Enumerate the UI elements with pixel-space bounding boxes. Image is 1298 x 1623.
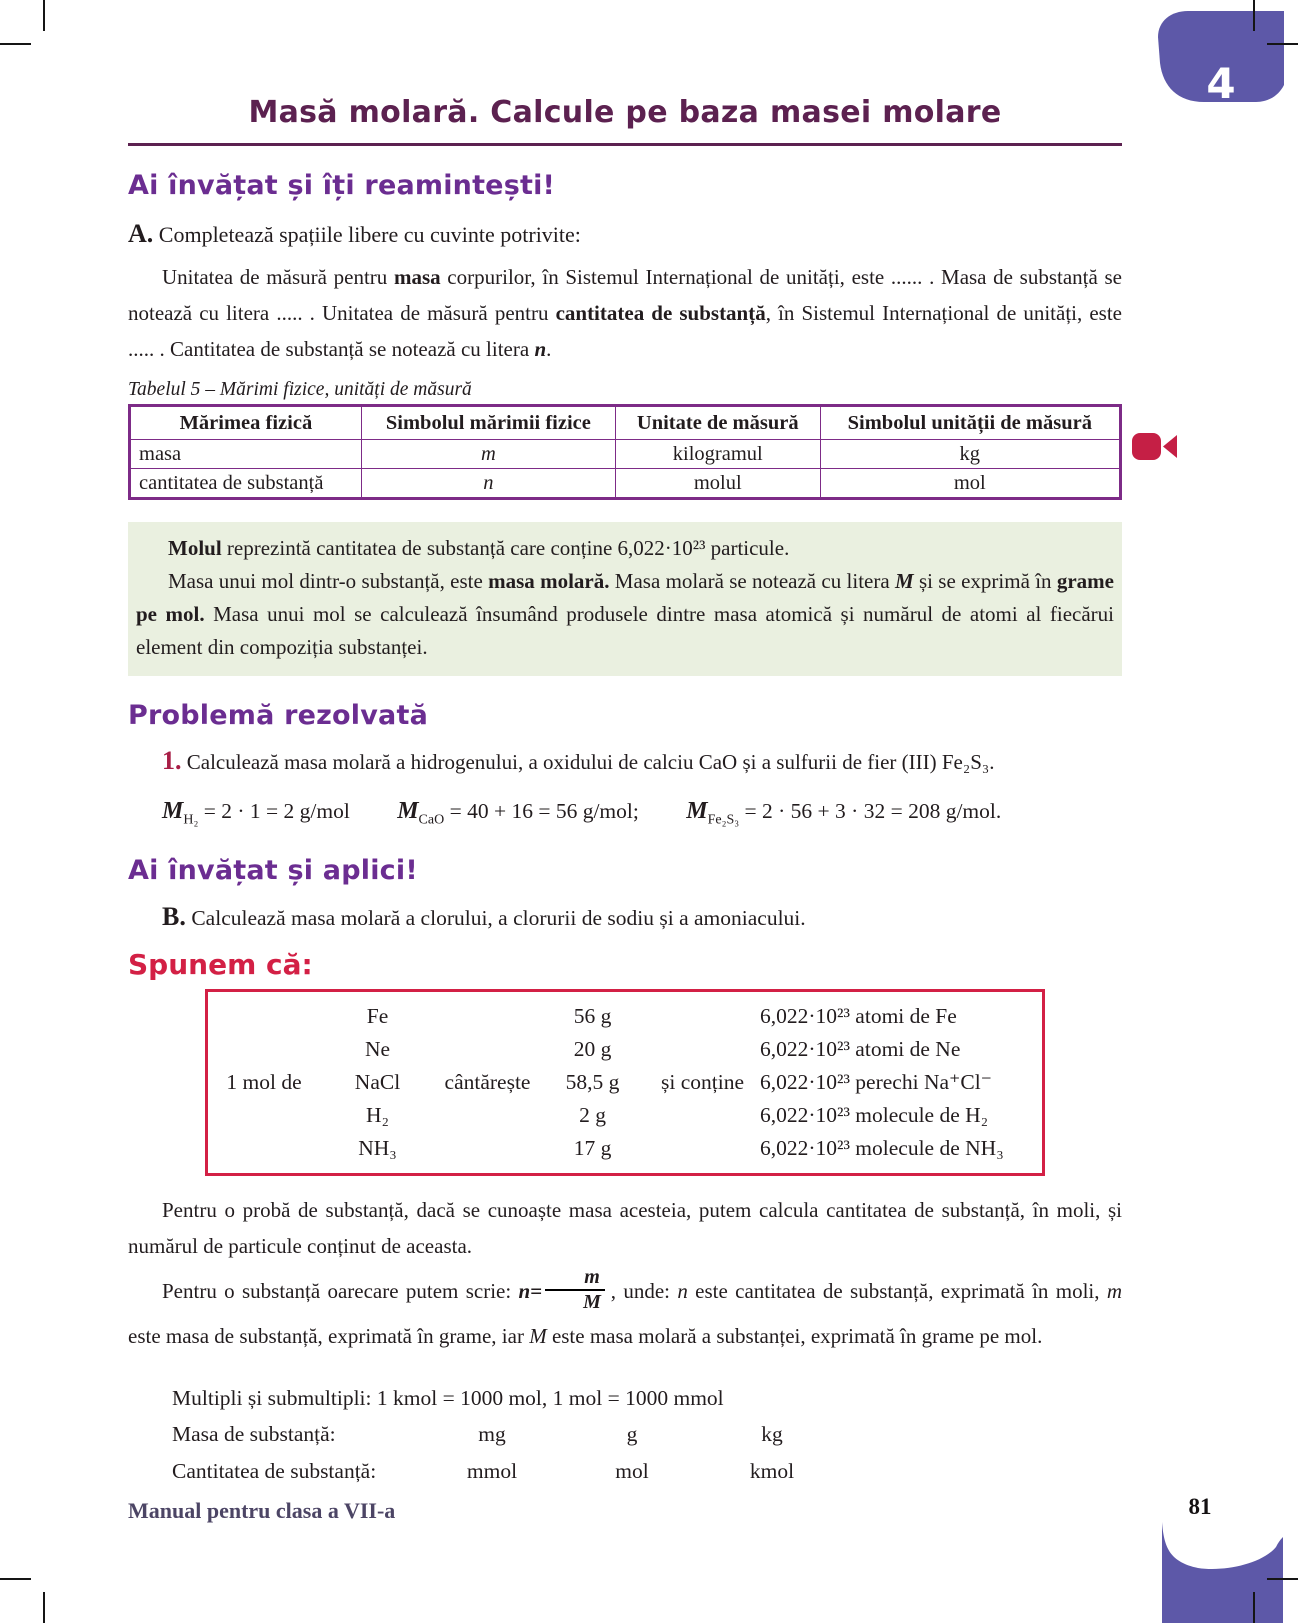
text-run-bold: cantitatea de substanță	[555, 301, 766, 325]
page-number: 81	[1188, 1494, 1212, 1519]
formula-symbol: n	[677, 1279, 688, 1304]
chapter-number: 4	[1206, 59, 1236, 108]
definition-box	[128, 522, 1122, 676]
substance-formula: Fe	[366, 1004, 389, 1029]
text-run-symbol: n	[534, 337, 547, 361]
table-cell: masa	[130, 440, 362, 469]
crop-mark-top-right-h	[1267, 43, 1298, 45]
particle-count: 6,022·10²³ molecule de NH₃	[760, 1136, 1004, 1161]
amount-units-label: Cantitatea de substanță:	[172, 1459, 377, 1484]
fraction-denominator: M	[583, 1291, 601, 1314]
crop-mark-bottom-right-h	[1267, 1578, 1298, 1580]
exercise-b-text: Calculează masa molară a clorului, a clorurii de sodiu și a amoniacului.	[191, 906, 806, 931]
text-run: este masa de substanță, exprimată în grame, iar	[128, 1324, 530, 1349]
unit-cell: g	[626, 1422, 638, 1447]
page-corner-shape	[1162, 1522, 1283, 1623]
text-run: corpurilor, în Sistemul Internațional de unități, este ...... . Masa de substanță se notează cu litera ..... . Unitatea de măsură pentru	[128, 265, 1123, 325]
substance-formula: H₂	[365, 1103, 390, 1128]
formula-subscript: CaO	[418, 812, 445, 828]
table-cell-symbol: m	[361, 440, 615, 469]
problem-1-number: 1.	[162, 746, 182, 775]
text-run-bold: masa molară.	[488, 569, 610, 593]
text-run: , unde:	[610, 1279, 678, 1304]
text-run: Masa unui mol se calculează însumând produsele dintre masa atomică și numărul de atomi al fiecărui element din compoziția substanței.	[136, 602, 1114, 659]
section-heading-remember: Ai învățat și îți reamintești!	[128, 170, 556, 201]
particle-count: 6,022·10²³ atomi de Fe	[760, 1004, 957, 1029]
problem-1-line	[128, 743, 1122, 780]
table-header-cell: Mărimea fizică	[130, 406, 362, 440]
substance-formula: NH₃	[358, 1136, 397, 1161]
chapter-tab	[1158, 11, 1284, 108]
table-header-cell: Unitate de măsură	[615, 406, 820, 440]
table-cell: mol	[820, 469, 1120, 499]
text-run: și se exprimă în	[913, 569, 1057, 593]
table-header-row	[130, 406, 1121, 440]
text-run-bold: Molul	[168, 536, 222, 560]
formula-subscript: H₂	[183, 812, 199, 828]
text-run: Unitatea de măsură pentru	[162, 265, 394, 289]
paragraph-sample: Pentru o probă de substanță, dacă se cunoaște masa acesteia, putem calcula cantitatea de substanță, în moli, și numărul de particule conținut de aceasta.	[128, 1198, 1122, 1259]
mass-units-label: Masa de substanță:	[172, 1422, 336, 1447]
formula-symbol: n	[518, 1279, 531, 1304]
text-run: Pentru o substanță oarecare putem scrie:	[162, 1279, 519, 1304]
verb-contains: și conține	[661, 1070, 744, 1095]
exercise-a-line	[128, 219, 1122, 249]
problem-1-text: Calculează masa molară a hidrogenului, a oxidului de calciu CaO și a sulfurii de fier (III) Fe₂S₃.	[186, 750, 995, 774]
text-run: , în Sistemul Internațional de unități, este ..... . Cantitatea de substanță se notează cu litera	[128, 301, 1122, 361]
table-row	[130, 440, 1121, 469]
substance-mass: 56 g	[573, 1004, 612, 1029]
table-header-cell: Simbolul mărimii fizice	[361, 406, 615, 440]
formula-expression: = 40 + 16 = 56 g/mol;	[444, 799, 639, 823]
exercise-b-line	[128, 902, 1122, 932]
text-run: Masa molară se notează cu litera	[609, 569, 895, 593]
table-cell: cantitatea de substanță	[130, 469, 362, 499]
crop-mark-bottom-left-v	[43, 1592, 45, 1623]
verb-weighs: cântărește	[444, 1070, 531, 1095]
formula-subscript: Fe₂S₃	[707, 812, 740, 828]
definition-paragraph-2	[136, 565, 1114, 664]
title-rule	[128, 143, 1122, 146]
exercise-a-text: Completează spațiile libere cu cuvinte potrivite:	[158, 222, 581, 247]
section-heading-solved-problem: Problemă rezolvată	[128, 700, 428, 731]
substance-mass: 58,5 g	[565, 1070, 620, 1095]
crop-mark-bottom-left-h	[0, 1578, 31, 1580]
substance-mass: 17 g	[573, 1136, 612, 1161]
formula-expression: = 2 · 1 = 2 g/mol	[198, 799, 350, 823]
particle-count: 6,022·10²³ perechi Na⁺Cl⁻	[760, 1070, 993, 1095]
molar-mass-formula	[686, 798, 1002, 828]
exercise-b-label: B.	[162, 902, 186, 932]
formula-line	[128, 794, 1122, 837]
formula-symbol: M	[397, 798, 419, 824]
text-run: reprezintă cantitatea de substanță care conține 6,022·10²³ particule.	[221, 536, 790, 560]
unit-cell: kg	[761, 1422, 783, 1447]
formula-expression: = 2 · 56 + 3 · 32 = 208 g/mol.	[739, 799, 1002, 823]
table-header-cell: Simbolul unității de măsură	[820, 406, 1120, 440]
video-camera-icon[interactable]	[1132, 429, 1180, 463]
table-cell: kilogramul	[615, 440, 820, 469]
formula-symbol: m	[1106, 1279, 1123, 1304]
substance-mass: 20 g	[573, 1037, 612, 1062]
molar-mass-formula	[397, 798, 639, 828]
physical-quantities-table	[128, 404, 1122, 500]
fraction-numerator: m	[545, 1267, 605, 1291]
text-run-bold: grame pe mol.	[136, 569, 1114, 626]
definition-paragraph-1	[136, 532, 1114, 565]
section-heading-apply: Ai învățat și aplici!	[128, 855, 418, 887]
text-run: este cantitatea de substanță, exprimată în moli,	[687, 1279, 1107, 1304]
particle-count: 6,022·10²³ molecule de H₂	[760, 1103, 989, 1128]
fill-in-paragraph	[128, 259, 1122, 367]
fraction	[545, 1267, 605, 1313]
mass-units-row	[128, 1416, 1122, 1453]
section-heading-spunem-ca: Spunem că:	[128, 948, 313, 982]
text-run-symbol: M	[894, 569, 914, 593]
paragraph-formula	[128, 1266, 1123, 1356]
page-title: Masă molară. Calcule pe baza masei molare	[248, 95, 1002, 130]
text-run: Masa unui mol dintr-o substanță, este	[168, 569, 489, 593]
table-row	[130, 469, 1121, 499]
exercise-a-label: A.	[128, 219, 154, 248]
table-caption: Tabelul 5 – Mărimi fizice, unități de măsură	[128, 379, 472, 400]
table-cell: molul	[615, 469, 820, 499]
formula-symbol: M	[529, 1324, 547, 1349]
substance-formula: Ne	[364, 1037, 391, 1062]
table-cell: kg	[820, 440, 1120, 469]
text-run-bold: masa	[393, 265, 441, 289]
equals-sign: =	[530, 1279, 543, 1304]
mole-examples-box	[205, 989, 1045, 1176]
mole-label: 1 mol de	[226, 1070, 302, 1095]
unit-cell: mg	[478, 1422, 506, 1447]
crop-mark-bottom-right-v	[1253, 1592, 1255, 1623]
multiples-line: Multipli și submultipli: 1 kmol = 1000 mol, 1 mol = 1000 mmol	[172, 1386, 724, 1411]
substance-formula: NaCl	[354, 1070, 401, 1095]
unit-cell: mmol	[466, 1459, 518, 1484]
molar-mass-formula	[162, 798, 350, 828]
particle-count: 6,022·10²³ atomi de Ne	[760, 1037, 961, 1062]
unit-cell: mol	[615, 1459, 649, 1484]
text-run: .	[546, 337, 552, 361]
table-cell-symbol: n	[361, 469, 615, 499]
amount-units-row	[128, 1453, 1122, 1490]
formula-symbol: M	[162, 798, 184, 824]
footer-brand: Manual pentru clasa a VII-a	[128, 1498, 396, 1523]
text-run: este masa molară a substanței, exprimată în grame pe mol.	[546, 1324, 1043, 1349]
crop-mark-top-right-v	[1253, 0, 1255, 31]
unit-cell: kmol	[749, 1459, 795, 1484]
substance-mass: 2 g	[579, 1103, 606, 1128]
formula-symbol: M	[686, 798, 708, 824]
crop-mark-top-left-h	[0, 43, 31, 45]
crop-mark-top-left-v	[43, 0, 45, 31]
